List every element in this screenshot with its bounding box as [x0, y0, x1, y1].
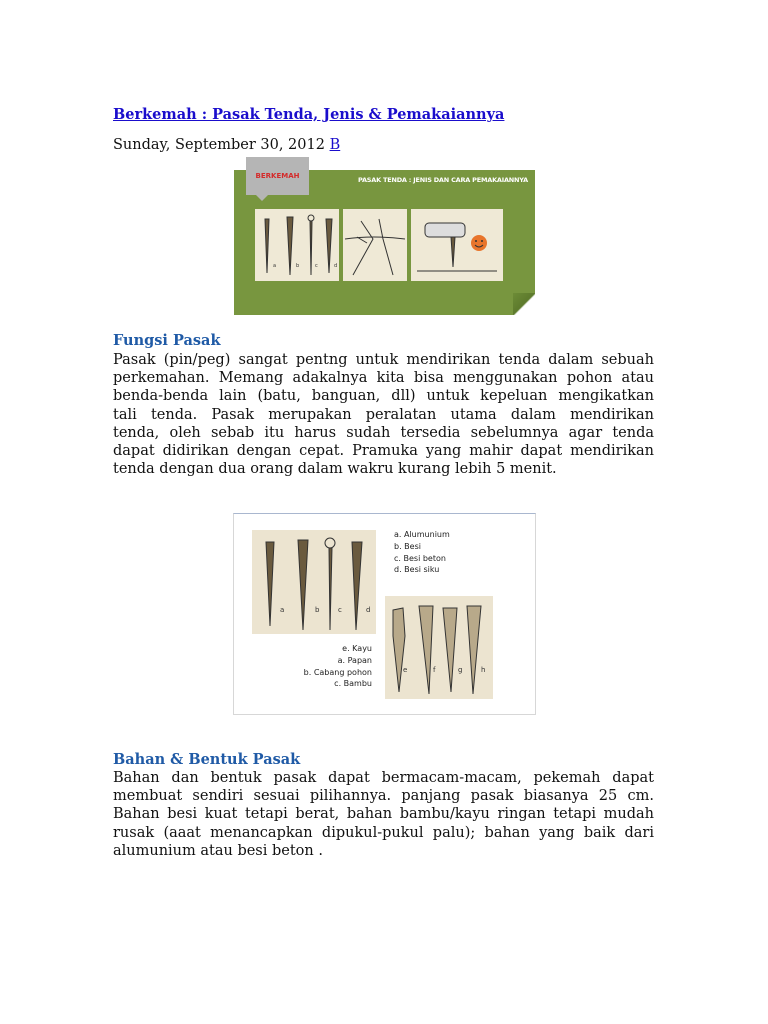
- post-dateline: [113, 137, 340, 153]
- category-tag: [246, 157, 309, 195]
- wood-pegs-illustration: [385, 596, 493, 699]
- peg-types-figure: [233, 513, 536, 715]
- banner-panel-hammer: [411, 209, 503, 281]
- post-title-link[interactable]: Berkemah : Pasak Tenda, Jenis & Pemakaiannya: [113, 106, 505, 123]
- wood-label-e: e: [403, 666, 408, 674]
- para1-line-3: benda-benda lain (batu, banguan, dll) untuk kepeluan mengikatkan: [113, 388, 654, 405]
- metal-label-d: d: [366, 606, 371, 614]
- legend-wood-b: b. Cabang pohon: [303, 667, 372, 677]
- legend-wood: [300, 643, 372, 690]
- para1-line-5: tenda, oleh sebab itu harus sudah tersedia sebelumnya agar tenda: [113, 424, 654, 441]
- para2-line-2: membuat sendiri sesuai pilihannya. panjang pasak biasanya 25 cm.: [113, 788, 654, 805]
- legend-wood-c: c. Bambu: [334, 679, 372, 689]
- author-link[interactable]: B: [329, 137, 341, 153]
- wood-label-h: h: [481, 666, 486, 674]
- hammer-illustration: [411, 209, 503, 281]
- legend-metal-c: c. Besi beton: [394, 553, 446, 563]
- paragraph-bahan-bentuk: [113, 769, 654, 860]
- metal-label-b: b: [315, 606, 320, 614]
- heading-fungsi-pasak: Fungsi Pasak: [113, 332, 221, 349]
- para1-line-4: tali tenda. Pasak merupakan peralatan utama dalam mendirikan: [113, 406, 654, 423]
- legend-wood-e: e. Kayu: [342, 644, 372, 653]
- para2-line-5: alumunium atau besi beton .: [113, 842, 323, 859]
- category-tag-text: BERKEMAH: [255, 172, 300, 180]
- banner-caption: PASAK TENDA : JENIS DAN CARA PEMAKAIANNYA: [358, 176, 528, 184]
- para1-line-7: tenda dengan dua orang dalam wakru kurang lebih 5 menit.: [113, 461, 557, 478]
- para1-line-2: perkemahan. Memang adakalnya kita bisa menggunakan pohon atau: [113, 370, 654, 387]
- wood-label-f: f: [433, 666, 436, 674]
- legend-metal-d: d. Besi siku: [394, 565, 440, 575]
- rope-illustration: [343, 209, 407, 281]
- pegs-illustration: [255, 209, 339, 281]
- peg-label-b: b: [296, 263, 300, 269]
- legend-metal-a: a. Alumunium: [394, 530, 450, 539]
- peg-label-a: a: [273, 263, 277, 269]
- para2-line-1: Bahan dan bentuk pasak dapat bermacam-macam, pekemah dapat: [113, 770, 654, 786]
- legend-metal-b: b. Besi: [394, 541, 421, 551]
- wood-pegs-photo: [385, 596, 493, 699]
- page-curl: [513, 293, 535, 315]
- banner-panel-pegs: [255, 209, 339, 281]
- para2-line-3: Bahan besi kuat tetapi berat, bahan bambu/kayu ringan tetapi mudah: [113, 806, 654, 823]
- legend-wood-a: a. Papan: [337, 655, 372, 665]
- legend-metal: [394, 529, 450, 576]
- metal-label-c: c: [338, 606, 342, 614]
- para1-line-6: dapat didirikan dengan cepat. Pramuka yang mahir dapat mendirikan: [113, 443, 654, 460]
- metal-label-a: a: [280, 606, 285, 614]
- para1-line-1: Pasak (pin/peg) sangat pentng untuk mendirikan tenda dalam sebuah: [113, 352, 654, 368]
- heading-bahan-bentuk: Bahan & Bentuk Pasak: [113, 751, 301, 768]
- post-date: Sunday, September 30, 2012: [113, 137, 325, 153]
- paragraph-fungsi-pasak: [113, 351, 654, 478]
- metal-pegs-photo: [252, 530, 376, 634]
- peg-label-c: c: [315, 263, 318, 269]
- metal-pegs-illustration: [252, 530, 376, 634]
- banner-panel-ropes: [343, 209, 407, 281]
- para2-line-4: rusak (aaat menancapkan dipukul-pukul palu); bahan yang baik dari: [113, 824, 654, 841]
- wood-label-g: g: [458, 666, 463, 674]
- peg-label-d: d: [334, 263, 338, 269]
- smiley-icon: [471, 235, 487, 251]
